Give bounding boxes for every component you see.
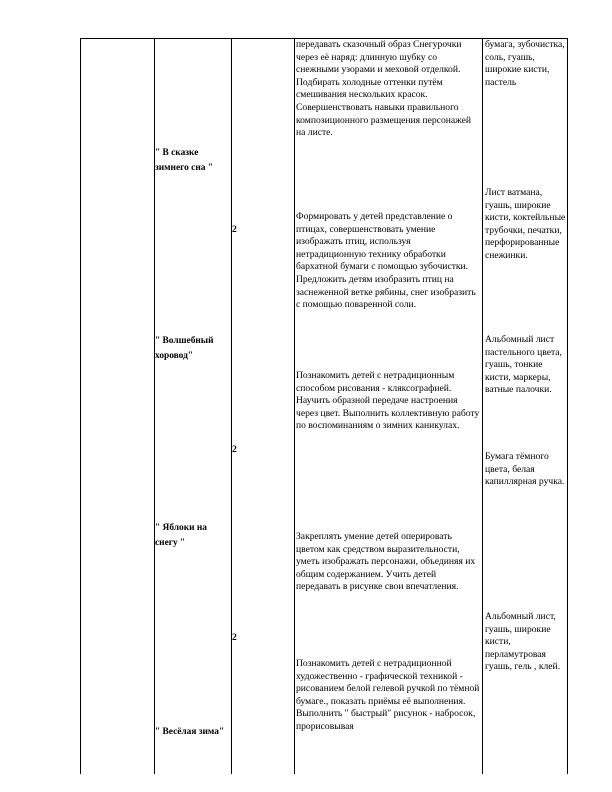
table-border-left: [80, 38, 81, 774]
table-divider-hours: [231, 38, 232, 774]
description-cell: Познакомить детей с нетрадиционной художественно - графической техникой - рисованием белой гелевой ручкой по тёмной бумаге., показать приёмы её выполнения. Выполнить " быстрый" рисунок - набросок, прорисовывая: [296, 658, 480, 732]
lesson-title: " Весёлая зима": [155, 727, 225, 737]
materials-cell: бумага, зубочистка, соль, гуашь, широкие кисти, пастель: [485, 39, 565, 88]
hours-cell: 2: [232, 224, 237, 235]
hours-cell: 2: [232, 632, 237, 643]
description-cell: передавать сказочный образ Снегурочки через её наряд: длинную шубку со снежными узорами и меховой отделкой. Подбирать холодные оттенки путём смешивания нескольких красок. Совершенствовать навыки правильного композиционного размещения персонажей на листе.: [296, 39, 472, 139]
lesson-title: " Волшебный хоровод": [155, 336, 214, 361]
table-divider-description: [294, 38, 295, 774]
hours-cell: 2: [232, 444, 237, 455]
description-cell: Закреплять умение детей оперировать цветом как средством выразительности, уметь изображать персонажи, объединяя их общим содержанием. Учить детей передавать в рисунке свои впечатления.: [296, 531, 476, 593]
materials-cell: Альбомный лист пастельного цвета, гуашь, тонкие кисти, маркеры, ватные палочки.: [485, 334, 562, 396]
description-cell: Формировать у детей представление о птицах, совершенствовать умение изображать птиц, используя нетрадиционную технику обработки бархатной бумаги с помощью зубочистки. Предложить детям изобразить птиц на заснеженной ветке рябины, снег изобразить с помощью поваренной соли.: [296, 211, 476, 311]
description-cell: Познакомить детей с нетрадиционным способом рисования - кляксографией. Научить образной передаче настроения через цвет. Выполнить коллективную работу по воспоминаниям о зимних каникулах.: [296, 370, 480, 432]
table-divider-materials: [482, 38, 483, 774]
materials-cell: Альбомный лист, гуашь, широкие кисти, перламутровая гуашь, гель , клей.: [485, 611, 561, 673]
materials-cell: Лист ватмана, гуашь, широкие кисти, коктейльные трубочки, печатки, перфорированные снежинки.: [485, 187, 566, 261]
lesson-title: " Яблоки на снегу ": [155, 523, 207, 548]
materials-cell: Бумага тёмного цвета, белая капиллярная ручка.: [485, 451, 565, 488]
table-border-right: [567, 38, 568, 774]
lesson-title: " В сказке зимнего сна ": [155, 148, 213, 173]
